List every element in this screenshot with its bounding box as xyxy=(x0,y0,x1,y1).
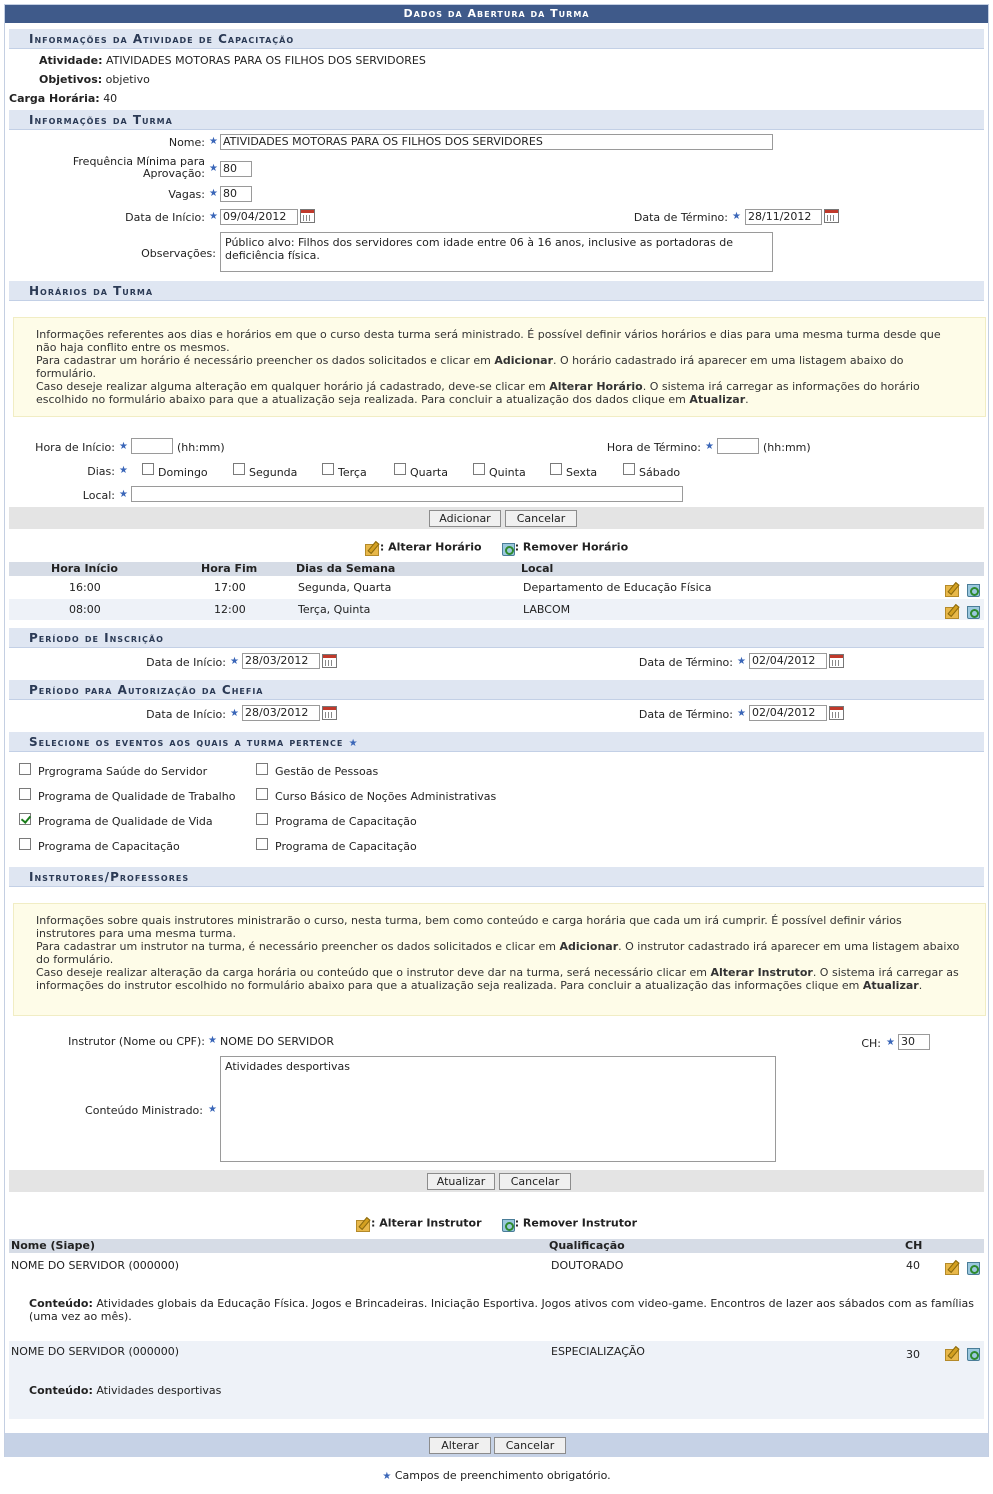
chefia-termino-label: Data de Término: xyxy=(638,708,733,721)
dias-label: Dias: xyxy=(87,465,115,478)
hhmm-hint: (hh:mm) xyxy=(177,441,225,454)
nome-input[interactable]: ATIVIDADES MOTORAS PARA OS FILHOS DOS SERVIDORES xyxy=(220,134,773,150)
required-star-icon: ★ xyxy=(209,136,218,147)
required-star-icon: ★ xyxy=(209,163,218,174)
vagas-input[interactable]: 80 xyxy=(220,186,252,202)
hora-termino-label: Hora de Término: xyxy=(606,441,701,454)
required-star-icon: ★ xyxy=(209,211,218,222)
table-row: NOME DO SERVIDOR (000000) ESPECIALIZAÇÃO 30 Conteúdo: Atividades desportivas xyxy=(9,1341,984,1419)
checkbox-terca[interactable] xyxy=(322,463,334,475)
trash-icon[interactable] xyxy=(966,581,980,596)
calendar-icon[interactable] xyxy=(824,209,839,223)
horarios-info-box: Informações referentes aos dias e horários em que o curso desta turma será ministrado. É possível definir vários horários e dias para uma mesma turma desde que não haja conflito entre os mesmos. Para cadastrar um horário é necessário preencher os dados solicitados e clicar em Adicionar. O horário cadastrado irá aparecer em uma listagem abaixo do formulário. Caso deseje realizar alguma alteração em qualquer horário já cadastrado, deve-se clicar em Alterar Horário. O sistema irá carregar as informações do horário escolhido no formulário abaixo para que a atualização seja realizada. Para concluir a atualização dos dados clique em Atualizar. xyxy=(13,317,986,417)
checkbox-sexta[interactable] xyxy=(550,463,562,475)
freq-label-line2: Aprovação: xyxy=(143,167,205,180)
inicio-date-input[interactable]: 09/04/2012 xyxy=(220,209,298,225)
carga-value: 40 xyxy=(103,92,118,105)
ch-label: CH: xyxy=(861,1037,881,1050)
instrutor-label: Instrutor (Nome ou CPF): xyxy=(68,1035,205,1048)
hora-termino-input[interactable] xyxy=(717,438,759,454)
edit-icon xyxy=(356,1217,371,1231)
col-ch: CH xyxy=(905,1239,923,1252)
evento-label: Programa de Qualidade de Vida xyxy=(38,815,213,828)
chefia-inicio-label: Data de Início: xyxy=(146,708,226,721)
conteudo-label: Conteúdo Ministrado: xyxy=(85,1104,203,1117)
checkbox-segunda[interactable] xyxy=(233,463,245,475)
instrutores-table-header xyxy=(9,1239,984,1253)
evento-label: Curso Básico de Noções Administrativas xyxy=(275,790,497,803)
hora-inicio-label: Hora de Início: xyxy=(35,441,115,454)
required-star-icon: ★ xyxy=(119,441,128,452)
edit-icon[interactable] xyxy=(945,604,960,618)
trash-icon xyxy=(501,1216,515,1231)
edit-icon[interactable] xyxy=(945,1346,960,1360)
freq-label-line1: Frequência Mínima para xyxy=(72,155,205,168)
col-hora-fim: Hora Fim xyxy=(201,562,258,575)
required-star-icon: ★ xyxy=(737,656,746,667)
section-inscricao-heading: Período de Inscrição xyxy=(9,628,984,648)
dia-label-domingo: Domingo xyxy=(158,466,208,479)
checkbox-evento[interactable] xyxy=(256,763,268,775)
required-star-icon: ★ xyxy=(119,489,128,500)
instrutores-info-box: Informações sobre quais instrutores ministrarão o curso, nesta turma, bem como conteúdo e carga horária que cada um irá cumprir. É possível definir vários instrutores para uma mesma turma. Para cadastrar um instrutor na turma, é necessário preencher os dados solicitados e clicar em Adicionar. O instrutor cadastrado irá aparecer em uma listagem abaixo do formulário. Caso deseje realizar alteração da carga horária ou conteúdo que o instrutor deve dar na turma, será necessário clicar em Alterar Instrutor. O sistema irá carregar as informações do instrutor escolhido no formulário abaixo para que a atualização seja realizada. Para concluir a atualização das informações clique em Atualizar. xyxy=(13,903,986,1016)
edit-icon[interactable] xyxy=(945,1260,960,1274)
local-input[interactable] xyxy=(131,486,683,502)
section-eventos-heading: Selecione os eventos aos quais a turma pertence ★ xyxy=(9,732,984,752)
col-nome: Nome (Siape) xyxy=(11,1239,96,1252)
checkbox-sabado[interactable] xyxy=(623,463,635,475)
evento-label: Gestão de Pessoas xyxy=(275,765,379,778)
objetivos-label: Objetivos: xyxy=(39,73,103,86)
checkbox-evento[interactable] xyxy=(256,838,268,850)
checkbox-quinta[interactable] xyxy=(473,463,485,475)
inscricao-termino-label: Data de Término: xyxy=(638,656,733,669)
footer-button-bar xyxy=(5,1433,988,1457)
nome-label: Nome: xyxy=(168,136,205,149)
dia-label-sabado: Sábado xyxy=(639,466,681,479)
checkbox-quarta[interactable] xyxy=(394,463,406,475)
section-turma-heading: Informações da Turma xyxy=(9,110,984,130)
required-star-icon: ★ xyxy=(705,441,714,452)
conteudo-text: Conteúdo: Atividades desportivas xyxy=(29,1384,222,1397)
table-row: NOME DO SERVIDOR (000000) DOUTORADO 40 Conteúdo: Atividades globais da Educação Física. Jogos e Brincadeiras. Iniciação Esportiva. Jogos ativos com video-game. Encontros de lazer aos sábados com as famílias (uma vez ao mês). xyxy=(9,1255,984,1341)
vagas-label: Vagas: xyxy=(168,188,205,201)
atividade-label: Atividade: xyxy=(39,54,103,67)
section-horarios-heading: Horários da Turma xyxy=(9,281,984,301)
conteudo-textarea[interactable]: Atividades desportivas xyxy=(220,1056,776,1162)
freq-input[interactable]: 80 xyxy=(220,161,252,177)
termino-date-input[interactable]: 28/11/2012 xyxy=(745,209,822,225)
required-star-icon: ★ xyxy=(119,465,128,476)
trash-icon[interactable] xyxy=(966,603,980,618)
required-star-icon: ★ xyxy=(382,1471,392,1482)
table-row: 16:00 17:00 Segunda, Quarta Departamento de Educação Física xyxy=(9,578,984,598)
dia-label-terca: Terça xyxy=(338,466,367,479)
alterar-button[interactable]: Alterar xyxy=(429,1437,491,1454)
adicionar-button[interactable]: Adicionar xyxy=(429,510,501,527)
edit-icon xyxy=(365,541,380,555)
required-star-icon: ★ xyxy=(737,708,746,719)
calendar-icon[interactable] xyxy=(829,706,844,720)
dia-label-sexta: Sexta xyxy=(566,466,598,479)
page-title: Dados da Abertura da Turma xyxy=(5,5,988,23)
section-chefia-heading: Período para Autorização da Chefia xyxy=(9,680,984,700)
instrutor-value[interactable]: NOME DO SERVIDOR xyxy=(220,1035,334,1048)
instrutor-legend: : Alterar Instrutor : Remover Instrutor xyxy=(5,1216,988,1231)
carga-label: Carga Horária: xyxy=(9,92,100,105)
evento-label: Programa de Capacitação xyxy=(275,840,417,853)
trash-icon xyxy=(501,540,515,555)
evento-label: Programa de Capacitação xyxy=(275,815,417,828)
col-local: Local xyxy=(521,562,554,575)
instrutor-button-bar xyxy=(9,1170,984,1192)
objetivos-value: objetivo xyxy=(105,73,150,86)
required-star-icon: ★ xyxy=(208,1035,217,1046)
local-label: Local: xyxy=(82,489,115,502)
table-row: 08:00 12:00 Terça, Quinta LABCOM xyxy=(9,599,984,620)
checkbox-evento[interactable] xyxy=(19,788,31,800)
main-form-frame xyxy=(4,4,989,1457)
chefia-inicio-input[interactable]: 28/03/2012 xyxy=(242,705,320,721)
evento-label: Programa de Capacitação xyxy=(38,840,180,853)
calendar-icon[interactable] xyxy=(829,654,844,668)
required-star-icon: ★ xyxy=(230,708,239,719)
inicio-label: Data de Início: xyxy=(125,211,205,224)
evento-label: Programa de Qualidade de Trabalho xyxy=(38,790,236,803)
required-star-icon: ★ xyxy=(886,1037,895,1048)
required-star-icon: ★ xyxy=(348,738,359,749)
inscricao-termino-input[interactable]: 02/04/2012 xyxy=(749,653,827,669)
cancelar-horario-button[interactable]: Cancelar xyxy=(505,510,577,527)
required-star-icon: ★ xyxy=(230,656,239,667)
checkbox-evento[interactable] xyxy=(19,813,31,825)
horario-button-bar xyxy=(9,507,984,529)
checkbox-evento[interactable] xyxy=(19,838,31,850)
obs-label: Observações: xyxy=(141,247,216,260)
dia-label-quarta: Quarta xyxy=(410,466,448,479)
calendar-icon[interactable] xyxy=(322,706,337,720)
calendar-icon[interactable] xyxy=(300,209,315,223)
atualizar-button[interactable]: Atualizar xyxy=(427,1173,495,1190)
dia-label-segunda: Segunda xyxy=(249,466,298,479)
col-hora-inicio: Hora Início xyxy=(51,562,118,575)
conteudo-text: Conteúdo: Atividades globais da Educação Física. Jogos e Brincadeiras. Iniciação Esportiva. Jogos ativos com video-game. Encontros de lazer aos sábados com as famílias (uma vez ao mês). xyxy=(29,1297,974,1323)
cancelar-button[interactable]: Cancelar xyxy=(494,1437,566,1454)
dia-label-quinta: Quinta xyxy=(489,466,526,479)
checkbox-evento[interactable] xyxy=(19,763,31,775)
obs-textarea[interactable]: Público alvo: Filhos dos servidores com idade entre 06 à 16 anos, inclusive as portadoras de deficiência física. xyxy=(220,232,773,272)
evento-label: Prgrograma Saúde do Servidor xyxy=(38,765,208,778)
termino-label: Data de Término: xyxy=(633,211,728,224)
required-star-icon: ★ xyxy=(732,211,741,222)
section-atividade-heading: Informações da Atividade de Capacitação xyxy=(9,29,984,49)
section-instrutores-heading: Instrutores/Professores xyxy=(9,867,984,887)
hhmm-hint: (hh:mm) xyxy=(763,441,811,454)
calendar-icon[interactable] xyxy=(322,654,337,668)
required-star-icon: ★ xyxy=(208,1104,217,1115)
checkbox-evento[interactable] xyxy=(256,788,268,800)
trash-icon[interactable] xyxy=(966,1345,980,1360)
cancelar-instrutor-button[interactable]: Cancelar xyxy=(499,1173,571,1190)
inscricao-inicio-input[interactable]: 28/03/2012 xyxy=(242,653,320,669)
required-star-icon: ★ xyxy=(209,188,218,199)
col-dias: Dias da Semana xyxy=(296,562,396,575)
edit-icon[interactable] xyxy=(945,582,960,596)
col-qualificacao: Qualificação xyxy=(549,1239,625,1252)
checkbox-evento[interactable] xyxy=(256,813,268,825)
atividade-value: ATIVIDADES MOTORAS PARA OS FILHOS DOS SERVIDORES xyxy=(106,54,426,67)
checkbox-domingo[interactable] xyxy=(142,463,154,475)
chefia-termino-input[interactable]: 02/04/2012 xyxy=(749,705,827,721)
hora-inicio-input[interactable] xyxy=(131,438,173,454)
trash-icon[interactable] xyxy=(966,1259,980,1274)
required-note: ★ Campos de preenchimento obrigatório. xyxy=(382,1469,611,1482)
ch-input[interactable]: 30 xyxy=(898,1034,930,1050)
horario-legend: : Alterar Horário : Remover Horário xyxy=(5,540,988,555)
inscricao-inicio-label: Data de Início: xyxy=(146,656,226,669)
horarios-table-header xyxy=(9,562,984,576)
